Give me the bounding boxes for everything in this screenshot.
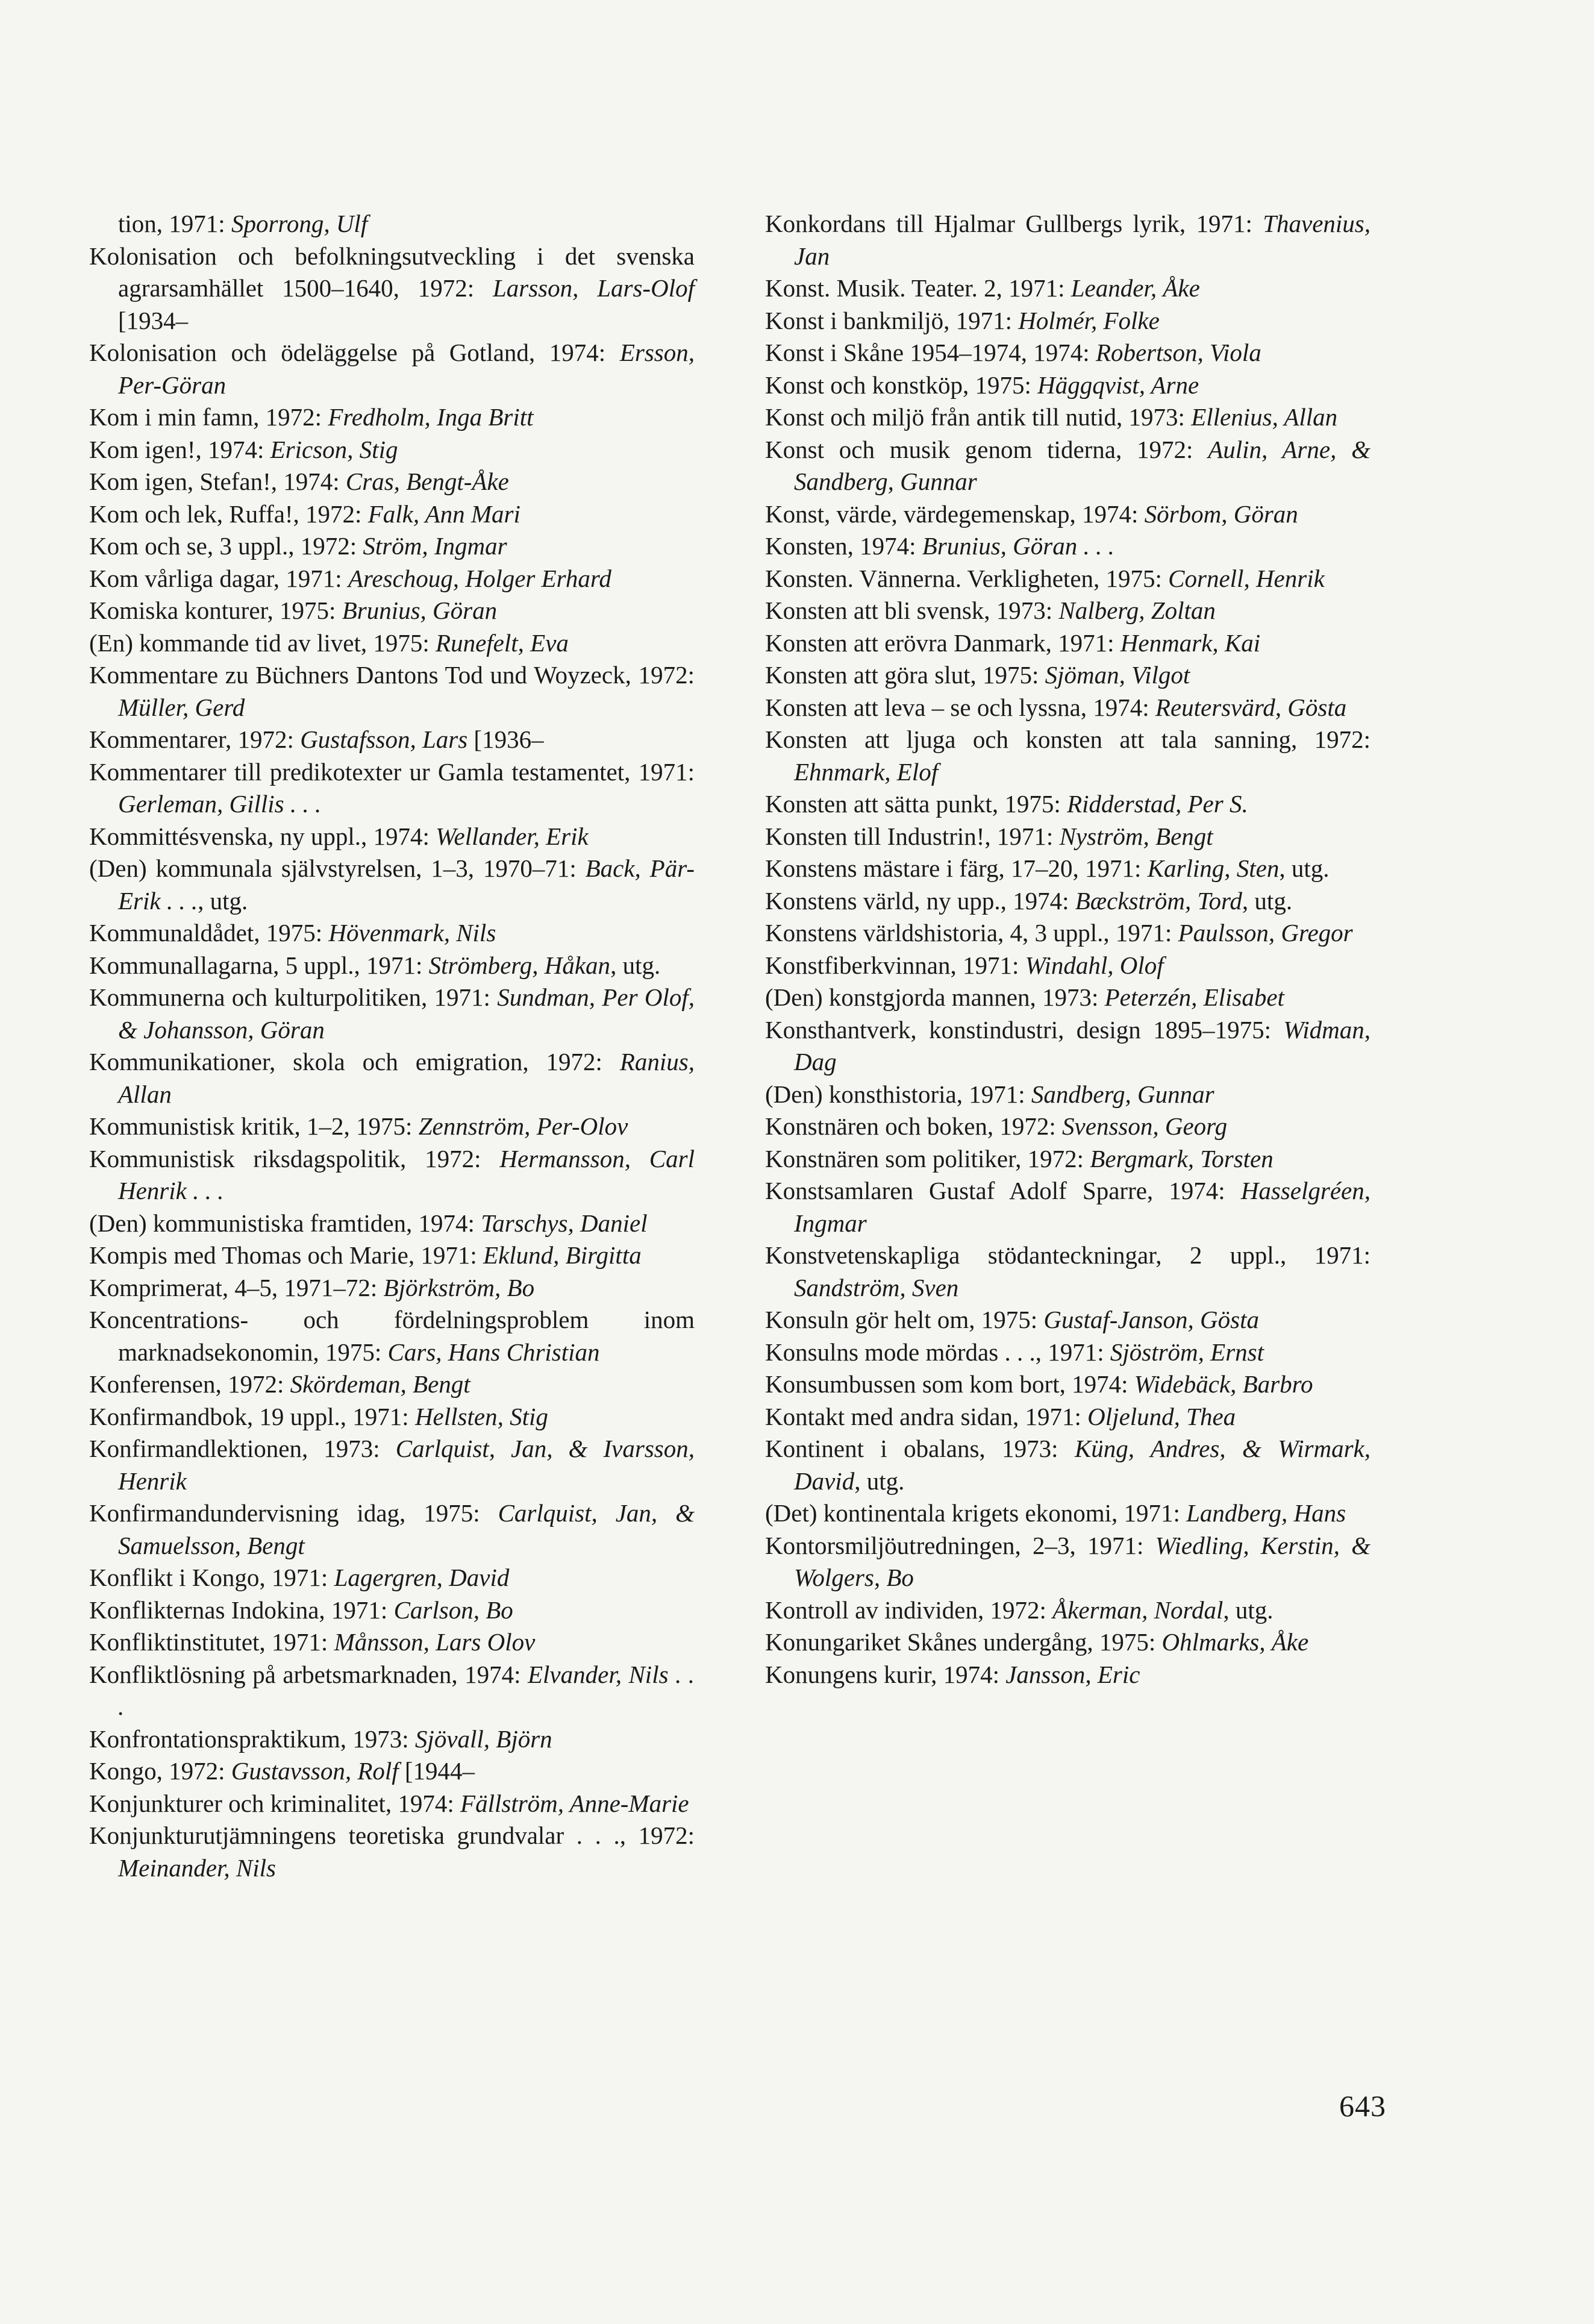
entry-title: Konfirmandlektionen, 1973:	[89, 1435, 396, 1462]
entry-title: Kommentare zu Büchners Dantons Tod und Woyzeck, 1972:	[89, 661, 695, 689]
entry-title: Komprimerat, 4–5, 1971–72:	[89, 1273, 384, 1301]
entry-author: Ridderstad, Per S.	[1067, 790, 1248, 818]
entry-title: Konjunkturutjämningens teoretiska grundvalar . . ., 1972:	[89, 1821, 695, 1849]
entry-author: Brunius, Göran	[342, 597, 498, 624]
index-entry	[89, 982, 695, 1046]
entry-author: Aulin, Arne, & Sandberg, Gunnar	[794, 435, 1371, 495]
entry-author: Runefelt, Eva	[436, 628, 569, 657]
entry-title: Kommunallagarna, 5 uppl., 1971:	[89, 951, 429, 979]
index-entry	[89, 1820, 695, 1884]
entry-title: Konfirmandundervisning idag, 1975:	[89, 1499, 498, 1527]
entry-author: Thavenius, Jan	[794, 210, 1371, 270]
index-entry	[89, 563, 695, 595]
entry-author: Ehnmark, Elof	[794, 757, 939, 786]
entry-author: Svensson, Georg	[1062, 1112, 1228, 1140]
index-entry	[765, 1014, 1371, 1079]
entry-title: Kommunistisk riksdagspolitik, 1972:	[89, 1144, 500, 1173]
entry-suffix: , utg.	[1242, 886, 1293, 915]
index-entry	[765, 659, 1371, 692]
entry-title: Konst i bankmiljö, 1971:	[765, 306, 1019, 334]
entry-author: Sandström, Sven	[794, 1273, 959, 1301]
entry-title: Konstens mästare i färg, 17–20, 1971:	[765, 854, 1148, 882]
entry-title: Konfrontationspraktikum, 1973:	[89, 1724, 415, 1753]
index-entry	[765, 563, 1371, 595]
entry-author: Månsson, Lars Olov	[334, 1628, 536, 1656]
entry-title: Kompis med Thomas och Marie, 1971:	[89, 1241, 484, 1269]
entry-title: (Den) kommunistiska framtiden, 1974:	[89, 1209, 481, 1237]
entry-title: Konsten att göra slut, 1975:	[765, 661, 1045, 689]
entry-author: Areschoug, Holger Erhard	[348, 564, 611, 592]
entry-author: Zennström, Per-Olov	[418, 1112, 628, 1140]
entry-title: Konsten att bli svensk, 1973:	[765, 597, 1059, 624]
entry-author: Ellenius, Allan	[1191, 403, 1338, 431]
index-entry	[765, 1497, 1371, 1530]
entry-title: Kontorsmiljöutredningen, 2–3, 1971:	[765, 1531, 1155, 1559]
entry-title: Kontroll av individen, 1972:	[765, 1596, 1053, 1624]
entry-author: Fällström, Anne-Marie	[460, 1789, 689, 1817]
entry-author: Tarschys, Daniel	[481, 1209, 648, 1237]
entry-author: Bæckström, Tord	[1075, 886, 1242, 915]
entry-title: (Den) konsthistoria, 1971:	[765, 1080, 1031, 1108]
index-entry	[765, 1659, 1371, 1691]
index-entry	[765, 337, 1371, 369]
entry-author: Paulsson, Gregor	[1178, 919, 1353, 947]
index-entry	[765, 1304, 1371, 1336]
entry-author: Oljelund, Thea	[1087, 1402, 1236, 1430]
entry-author: Åkerman, Nordal	[1052, 1596, 1224, 1624]
entry-author: Gustavsson, Rolf	[231, 1757, 399, 1785]
entry-title: Koncentrations- och fördelningsproblem inom marknadsekonomin, 1975:	[89, 1306, 695, 1366]
entry-suffix: , utg.	[1279, 854, 1330, 882]
entry-author: Nalberg, Zoltan	[1058, 597, 1216, 624]
index-entry	[89, 1755, 695, 1788]
entry-title: Kom i min famn, 1972:	[89, 403, 328, 431]
entry-author: Sporrong, Ulf	[231, 210, 368, 237]
index-entry	[89, 401, 695, 434]
entry-suffix: [1936–	[467, 725, 544, 753]
entry-title: Kontinent i obalans, 1973:	[765, 1435, 1075, 1462]
entry-author: Larsson, Lars-Olof	[492, 274, 695, 302]
index-entry	[89, 917, 695, 950]
index-entry	[765, 885, 1371, 918]
entry-title: (En) kommande tid av livet, 1975:	[89, 628, 436, 657]
entry-author: Peterzén, Elisabet	[1104, 983, 1284, 1011]
entry-title: Konsten att ljuga och konsten att tala sanning, 1972:	[765, 725, 1371, 753]
index-entry	[89, 595, 695, 627]
entry-title: Kom igen!, 1974:	[89, 435, 270, 463]
entry-title: (Det) kontinentala krigets ekonomi, 1971:	[765, 1499, 1187, 1527]
entry-title: (Den) konstgjorda mannen, 1973:	[765, 983, 1105, 1011]
index-entry	[89, 530, 695, 563]
entry-title: Konst och konstköp, 1975:	[765, 371, 1038, 399]
entry-author: Ohlmarks, Åke	[1161, 1628, 1309, 1656]
entry-title: Kommunaldådet, 1975:	[89, 919, 329, 947]
entry-title: Konferensen, 1972:	[89, 1370, 290, 1398]
entry-author: Björkström, Bo	[383, 1273, 535, 1301]
entry-author: Meinander, Nils	[118, 1853, 276, 1882]
entry-author: Back, Pär-Erik . . .	[118, 854, 695, 915]
entry-author: Gerleman, Gillis . . .	[118, 790, 322, 818]
index-entry	[89, 1239, 695, 1272]
entry-author: Bergmark, Torsten	[1090, 1144, 1274, 1173]
entry-author: Hellsten, Stig	[414, 1402, 548, 1430]
entry-title: Konsumbussen som kom bort, 1974:	[765, 1370, 1134, 1398]
entry-author: Gustaf-Janson, Gösta	[1043, 1306, 1259, 1333]
entry-author: Sundman, Per Olof, & Johansson, Göran	[118, 983, 695, 1044]
index-entry	[765, 982, 1371, 1014]
index-entry	[89, 1304, 695, 1368]
entry-title: Konfirmandbok, 19 uppl., 1971:	[89, 1402, 415, 1430]
index-entry	[765, 401, 1371, 434]
index-entry	[89, 1368, 695, 1401]
entry-author: Leander, Åke	[1070, 274, 1200, 302]
index-entry	[765, 1079, 1371, 1111]
entry-title: Konsten, 1974:	[765, 532, 922, 560]
index-entry	[765, 788, 1371, 821]
index-entry	[89, 1272, 695, 1305]
index-entry	[765, 305, 1371, 337]
entry-author: Sandberg, Gunnar	[1031, 1080, 1214, 1108]
index-entry	[89, 1433, 695, 1497]
index-entry	[765, 821, 1371, 853]
entry-title: Konsten att sätta punkt, 1975:	[765, 790, 1067, 818]
entry-author: Carlquist, Jan, & Samuelsson, Bengt	[118, 1499, 695, 1559]
entry-author: Sjöström, Ernst	[1110, 1338, 1264, 1366]
entry-author: Holmér, Folke	[1018, 306, 1160, 334]
index-entry	[89, 1788, 695, 1820]
entry-author: Reutersvärd, Gösta	[1155, 693, 1347, 721]
entry-title: Kolonisation och befolkningsutveckling i det svenska agrarsamhället 1500–1640, 1972:	[89, 242, 695, 302]
entry-title: Komiska konturer, 1975:	[89, 597, 342, 624]
index-entry	[89, 337, 695, 401]
entry-title: Konfliktinstitutet, 1971:	[89, 1628, 334, 1656]
index-entry	[765, 272, 1371, 305]
entry-title: Konstfiberkvinnan, 1971:	[765, 951, 1025, 979]
entry-author: Sjöman, Vilgot	[1045, 661, 1190, 689]
entry-suffix: , utg.	[610, 951, 661, 979]
entry-suffix: , utg.	[854, 1467, 905, 1495]
index-entry	[765, 853, 1371, 885]
index-entry	[765, 1594, 1371, 1627]
entry-author: Hasselgréen, Ingmar	[794, 1177, 1371, 1237]
index-entry	[89, 724, 695, 756]
index-entry	[89, 659, 695, 724]
entry-title: tion, 1971:	[118, 210, 231, 237]
right-column	[765, 208, 1371, 1691]
entry-author: Robertson, Viola	[1095, 339, 1261, 366]
entry-title: Kommittésvenska, ny uppl., 1974:	[89, 822, 436, 850]
entry-suffix: [1934–	[118, 306, 189, 334]
index-entry	[765, 917, 1371, 950]
index-entry	[765, 1175, 1371, 1239]
index-entry	[89, 498, 695, 531]
index-entry	[89, 1594, 695, 1627]
entry-title: Konflikternas Indokina, 1971:	[89, 1596, 394, 1624]
index-entry	[765, 1401, 1371, 1433]
entry-title: Konsten. Vännerna. Verkligheten, 1975:	[765, 564, 1169, 592]
entry-title: Konstens världshistoria, 4, 3 uppl., 1971:	[765, 919, 1178, 947]
index-entry	[765, 1239, 1371, 1304]
entry-title: Kommentarer, 1972:	[89, 725, 301, 753]
entry-title: Konst och miljö från antik till nutid, 1973:	[765, 403, 1192, 431]
entry-author: Ström, Ingmar	[363, 532, 507, 560]
entry-title: Konungens kurir, 1974:	[765, 1660, 1006, 1688]
entry-title: Konst i Skåne 1954–1974, 1974:	[765, 339, 1096, 366]
index-entry	[89, 627, 695, 660]
entry-author: Cars, Hans Christian	[387, 1338, 600, 1366]
entry-author: Sjövall, Björn	[414, 1724, 552, 1753]
entry-author: Falk, Ann Mari	[367, 500, 520, 528]
entry-title: Kommentarer till predikotexter ur Gamla testamentet, 1971:	[89, 757, 695, 786]
entry-author: Ersson, Per-Göran	[118, 339, 695, 399]
entry-title: Konst och musik genom tiderna, 1972:	[765, 435, 1208, 463]
entry-author: Nyström, Bengt	[1059, 822, 1213, 850]
entry-title: Konstvetenskapliga stödanteckningar, 2 uppl., 1971:	[765, 1241, 1371, 1269]
entry-author: Ranius, Allan	[118, 1048, 695, 1108]
index-entry	[765, 208, 1371, 272]
index-entry	[89, 853, 695, 917]
index-entry	[89, 466, 695, 498]
index-entry	[89, 240, 695, 337]
entry-author: Strömberg, Håkan	[428, 951, 611, 979]
index-entry	[89, 950, 695, 982]
entry-title: Konstnären och boken, 1972:	[765, 1112, 1063, 1140]
index-entry	[89, 1207, 695, 1240]
entry-author: Fredholm, Inga Britt	[328, 403, 534, 431]
entry-author: Brunius, Göran . . .	[922, 532, 1114, 560]
index-entry	[89, 1626, 695, 1659]
index-entry	[89, 1723, 695, 1756]
index-entry	[89, 434, 695, 466]
index-entry	[765, 724, 1371, 788]
entry-author: Karling, Sten	[1147, 854, 1280, 882]
entry-author: Jansson, Eric	[1005, 1660, 1140, 1688]
index-entry	[89, 1046, 695, 1110]
entry-author: Häggqvist, Arne	[1037, 371, 1199, 399]
entry-title: Kolonisation och ödeläggelse på Gotland, 1974:	[89, 339, 620, 366]
index-entry	[89, 1659, 695, 1723]
index-entry	[89, 1110, 695, 1143]
entry-suffix: [1944–	[398, 1757, 475, 1785]
index-entry	[89, 1497, 695, 1562]
entry-author: Henmark, Kai	[1120, 628, 1261, 657]
entry-suffix: , utg.	[198, 886, 248, 915]
index-entry	[765, 1110, 1371, 1143]
entry-title: Konst, värde, värdegemenskap, 1974:	[765, 500, 1145, 528]
entry-author: Landberg, Hans	[1186, 1499, 1346, 1527]
index-entry	[89, 821, 695, 853]
entry-title: Konungariket Skånes undergång, 1975:	[765, 1628, 1162, 1656]
entry-author: Müller, Gerd	[118, 693, 245, 721]
entry-author: Windahl, Olof	[1025, 951, 1164, 979]
entry-title: Kom vårliga dagar, 1971:	[89, 564, 348, 592]
entry-author: Ericson, Stig	[270, 435, 398, 463]
entry-title: Konstnären som politiker, 1972:	[765, 1144, 1090, 1173]
entry-author: Sörbom, Göran	[1144, 500, 1298, 528]
entry-title: Kommunistisk kritik, 1–2, 1975:	[89, 1112, 419, 1140]
entry-title: Kontakt med andra sidan, 1971:	[765, 1402, 1088, 1430]
index-entry	[765, 434, 1371, 498]
entry-title: Kongo, 1972:	[89, 1757, 231, 1785]
index-entry	[765, 1530, 1371, 1594]
entry-author: Wiedling, Kerstin, & Wolgers, Bo	[794, 1531, 1371, 1591]
entry-title: Konstsamlaren Gustaf Adolf Sparre, 1974:	[765, 1177, 1241, 1204]
entry-title: Konst. Musik. Teater. 2, 1971:	[765, 274, 1071, 302]
entry-title: Konsthantverk, konstindustri, design 1895–1975:	[765, 1015, 1284, 1044]
entry-title: Konsten att erövra Danmark, 1971:	[765, 628, 1120, 657]
entry-title: Konstens värld, ny upp., 1974:	[765, 886, 1075, 915]
entry-title: Konsuln gör helt om, 1975:	[765, 1306, 1044, 1333]
index-entry	[765, 1433, 1371, 1497]
entry-author: Gustafsson, Lars	[300, 725, 468, 753]
entry-author: Hövenmark, Nils	[328, 919, 496, 947]
entry-title: Konkordans till Hjalmar Gullbergs lyrik, 1971:	[765, 210, 1263, 237]
index-entry	[89, 756, 695, 821]
entry-author: Carlquist, Jan, & Ivarsson, Henrik	[118, 1435, 695, 1495]
entry-title: Kommunerna och kulturpolitiken, 1971:	[89, 983, 498, 1011]
entry-author: Küng, Andres, & Wirmark, David	[794, 1435, 1371, 1495]
index-entry	[765, 1368, 1371, 1401]
index-entry	[89, 1562, 695, 1594]
index-entry	[765, 1336, 1371, 1369]
entry-title: Konsulns mode mördas . . ., 1971:	[765, 1338, 1110, 1366]
entry-author: Cras, Bengt-Åke	[345, 468, 509, 495]
index-entry	[765, 369, 1371, 402]
entry-author: Skördeman, Bengt	[290, 1370, 470, 1398]
entry-author: Eklund, Birgitta	[483, 1241, 642, 1269]
entry-title: Kom och lek, Ruffa!, 1972:	[89, 500, 368, 528]
entry-title: Konjunkturer och kriminalitet, 1974:	[89, 1789, 461, 1817]
entry-suffix: , utg.	[1223, 1596, 1274, 1624]
entry-title: Kom och se, 3 uppl., 1972:	[89, 532, 363, 560]
entry-title: Konflikt i Kongo, 1971:	[89, 1564, 334, 1591]
entry-author: Lagergren, David	[334, 1564, 510, 1591]
index-entry	[765, 595, 1371, 627]
index-entry	[765, 1626, 1371, 1659]
left-column	[89, 208, 695, 1884]
entry-author: Wellander, Erik	[436, 822, 589, 850]
entry-title: (Den) kommunala självstyrelsen, 1–3, 1970–71:	[89, 854, 586, 882]
entry-author: Widebäck, Barbro	[1134, 1370, 1313, 1398]
entry-title: Konfliktlösning på arbetsmarknaden, 1974:	[89, 1660, 528, 1688]
entry-author: Cornell, Henrik	[1168, 564, 1325, 592]
index-entry	[765, 498, 1371, 531]
index-entry	[765, 627, 1371, 660]
entry-title: Konsten att leva – se och lyssna, 1974:	[765, 693, 1155, 721]
entry-title: Kom igen, Stefan!, 1974:	[89, 468, 346, 495]
entry-author: Elvander, Nils . . .	[118, 1660, 695, 1720]
index-entry	[765, 950, 1371, 982]
index-entry	[765, 692, 1371, 724]
entry-author: Hermansson, Carl Henrik . . .	[118, 1144, 695, 1204]
entry-author: Widman, Dag	[794, 1015, 1371, 1076]
index-entry	[765, 530, 1371, 563]
entry-author: Carlson, Bo	[393, 1596, 513, 1624]
index-entry	[89, 1401, 695, 1433]
index-entry	[89, 208, 695, 240]
index-entry	[89, 1143, 695, 1207]
entry-title: Konsten till Industrin!, 1971:	[765, 822, 1060, 850]
entry-title: Kommunikationer, skola och emigration, 1972:	[89, 1048, 620, 1076]
page-number: 643	[1339, 2089, 1386, 2123]
index-entry	[765, 1143, 1371, 1176]
